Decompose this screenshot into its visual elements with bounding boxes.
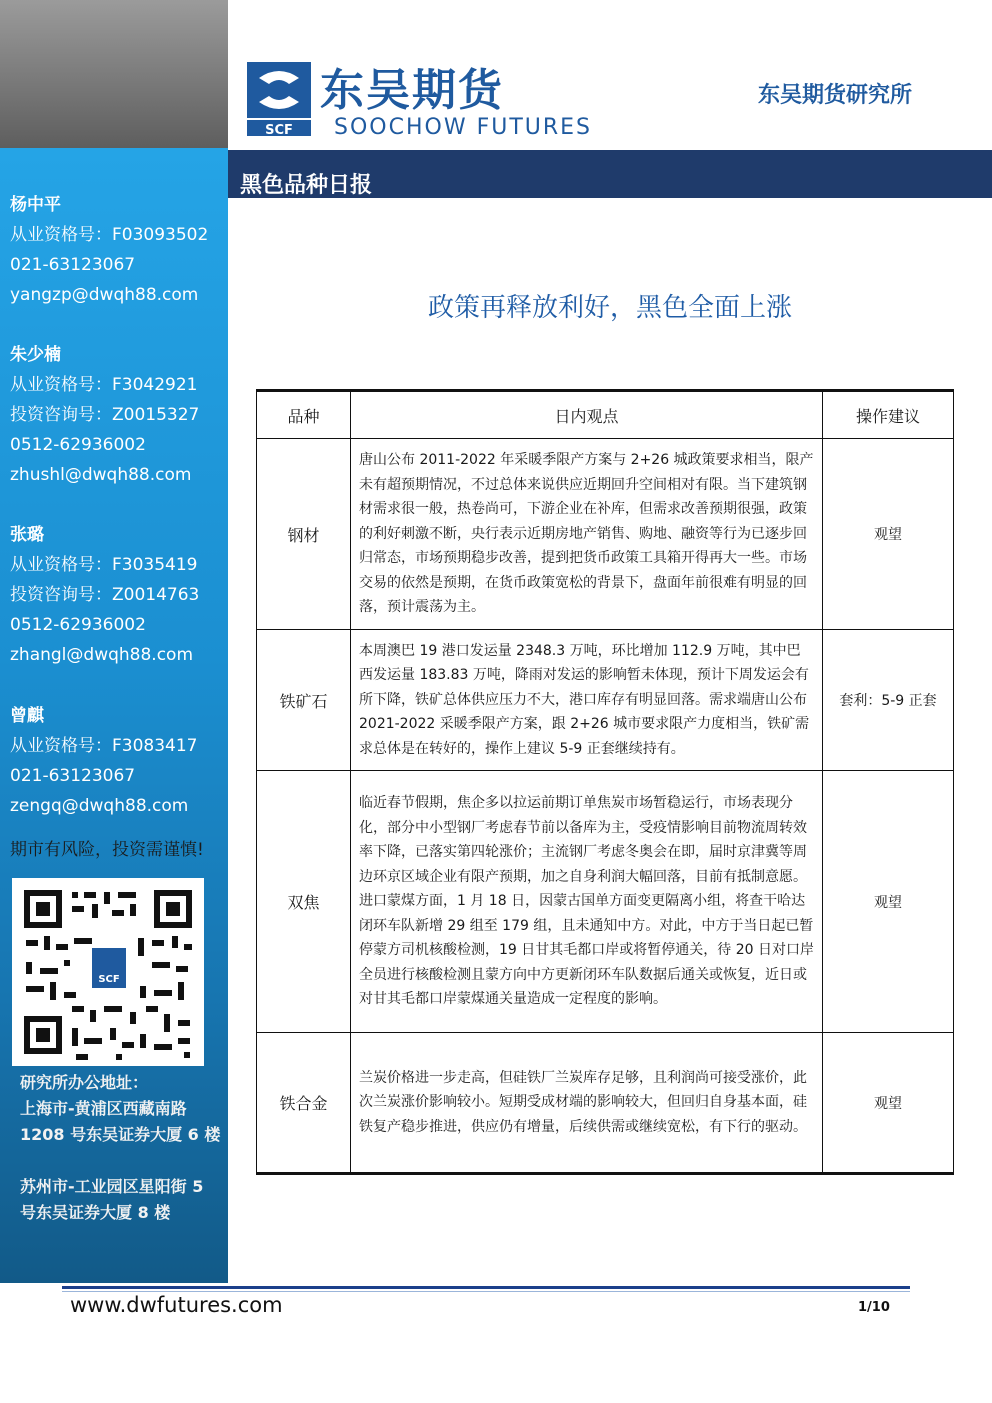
row-category: 双焦 [257, 771, 351, 1033]
analyst-phone: 0512-62936002 [10, 615, 146, 635]
row-advice: 观望 [823, 771, 954, 1033]
analyst-email[interactable]: zengq@dwqh88.com [10, 796, 189, 816]
office-shanghai-line: 上海市-黄浦区西藏南路 [20, 1099, 187, 1118]
footer-divider [62, 1286, 910, 1289]
row-advice: 观望 [823, 439, 954, 630]
office-address [20, 1070, 220, 1226]
office-shanghai-line: 1208 号东吴证券大厦 6 楼 [20, 1125, 221, 1144]
column-header-view: 日内观点 [351, 391, 823, 439]
logo-chinese-name: 东吴期货 [320, 65, 504, 116]
row-category: 钢材 [257, 439, 351, 630]
analyst-email[interactable]: zhushl@dwqh88.com [10, 465, 192, 485]
office-suzhou-line: 号东吴证券大厦 8 楼 [20, 1203, 171, 1222]
report-type: 黑色品种日报 [240, 173, 373, 198]
analyst-phone: 0512-62936002 [10, 435, 146, 455]
analyst-phone: 021-63123067 [10, 255, 136, 275]
logo-badge: SCF [265, 123, 293, 138]
analyst-name: 朱少楠 [10, 345, 61, 365]
row-view: 临近春节假期，焦企多以拉运前期订单焦炭市场暂稳运行，市场表现分化，部分中小型钢厂考虑春节前以备库为主，受疫情影响目前物流周转效率下降，已落实第四轮涨价；主流钢厂考虑冬奥会在即，届时京津冀等周边环京区域企业有限产预期，加之自身利润大幅回落，目前有抵制意愿。 进口蒙煤方面，1 月 18 日，因蒙古国单方面变更隔离小组，将查干哈达闭环车队新增 29 组至 179 组，且未通知中方。对此，中方于当日起已暂停蒙方司机核酸检测，19 日甘其毛都口岸或将暂停通关，待 20 日对口岸全员进行核酸检测且蒙方向中方更新闭环车队数据后通关或恢复，近日或对甘其毛都口岸蒙煤通关量造成一定程度的影响。 [351, 771, 823, 1033]
analyst-license: 从业资格号：F3083417 [10, 736, 198, 756]
table-row [257, 771, 954, 1033]
analyst-phone: 021-63123067 [10, 766, 136, 786]
analyst-card [10, 190, 208, 310]
table-row [257, 1033, 954, 1174]
table-row [257, 630, 954, 771]
analyst-license: 从业资格号：F3035419 [10, 555, 198, 575]
qr-code[interactable] [12, 878, 204, 1066]
footer-divider-thin [62, 1291, 910, 1292]
analyst-consult-number: 投资咨询号：Z0015327 [10, 405, 200, 425]
qr-code-icon [12, 878, 204, 1066]
analyst-card [10, 520, 199, 670]
sidebar-header-block [0, 0, 228, 148]
office-label: 研究所办公地址： [20, 1073, 149, 1092]
table-header-row [257, 391, 954, 439]
office-suzhou-line: 苏州市-工业园区星阳街 5 [20, 1177, 204, 1196]
analyst-card [10, 340, 199, 490]
analyst-consult-number: 投资咨询号：Z0014763 [10, 585, 200, 605]
analyst-email[interactable]: zhangl@dwqh88.com [10, 645, 194, 665]
row-advice: 套利：5-9 正套 [823, 630, 954, 771]
logo-english-name: SOOCHOW FUTURES [334, 115, 593, 140]
row-view: 唐山公布 2011-2022 年采暖季限产方案与 2+26 城政策要求相当，限产未有超预期情况，不过总体来说供应近期回升空间相对有限。当下建筑钢材需求很一般，热卷尚可，下游企业在补库，但需求改善预期很强，政策的利好刺激不断，央行表示近期房地产销售、购地、融资等行为已逐步回归常态，市场预期稳步改善，提到把货币政策工具箱开得再大一些。市场交易的依然是预期，在货币政策宽松的背景下，盘面年前很难有明显的回落，预计震荡为主。 [351, 439, 823, 630]
row-view: 兰炭价格进一步走高，但硅铁厂兰炭库存足够，且利润尚可接受涨价，此次兰炭涨价影响较小。短期受成材端的影响较大，但回归自身基本面，硅铁复产稳步推进，供应仍有增量，后续供需或继续宽松，有下行的驱动。 [351, 1033, 823, 1174]
footer-website-link[interactable]: www.dwfutures.com [70, 1293, 283, 1317]
column-header-category: 品种 [257, 391, 351, 439]
page-number: 1/10 [858, 1300, 890, 1315]
row-category: 铁合金 [257, 1033, 351, 1174]
analyst-name: 杨中平 [10, 195, 61, 215]
qr-badge: SCF [98, 974, 120, 985]
row-category: 铁矿石 [257, 630, 351, 771]
analyst-license: 从业资格号：F03093502 [10, 225, 209, 245]
daily-view-table [256, 389, 954, 1175]
row-advice: 观望 [823, 1033, 954, 1174]
analyst-license: 从业资格号：F3042921 [10, 375, 198, 395]
analyst-email[interactable]: yangzp@dwqh88.com [10, 285, 199, 305]
institute-name: 东吴期货研究所 [758, 83, 913, 108]
risk-warning: 期市有风险，投资需谨慎! [10, 840, 204, 860]
row-view: 本周澳巴 19 港口发运量 2348.3 万吨，环比增加 112.9 万吨，其中巴西发运量 183.83 万吨，降雨对发运的影响暂未体现，预计下周发运会有所下降，铁矿总体供应压力不大，港口库存有明显回落。需求端唐山公布 2021-2022 采暖季限产方案，跟 2+26 城市要求限产力度相当，铁矿需求总体是在转好的，操作上建议 5-9 正套继续持有。 [351, 630, 823, 771]
analyst-name: 曾麒 [10, 706, 44, 726]
column-header-advice: 操作建议 [823, 391, 954, 439]
analyst-card [10, 701, 198, 821]
analyst-name: 张璐 [10, 525, 44, 545]
report-headline: 政策再释放利好，黑色全面上涨 [427, 293, 792, 323]
table-row [257, 439, 954, 630]
